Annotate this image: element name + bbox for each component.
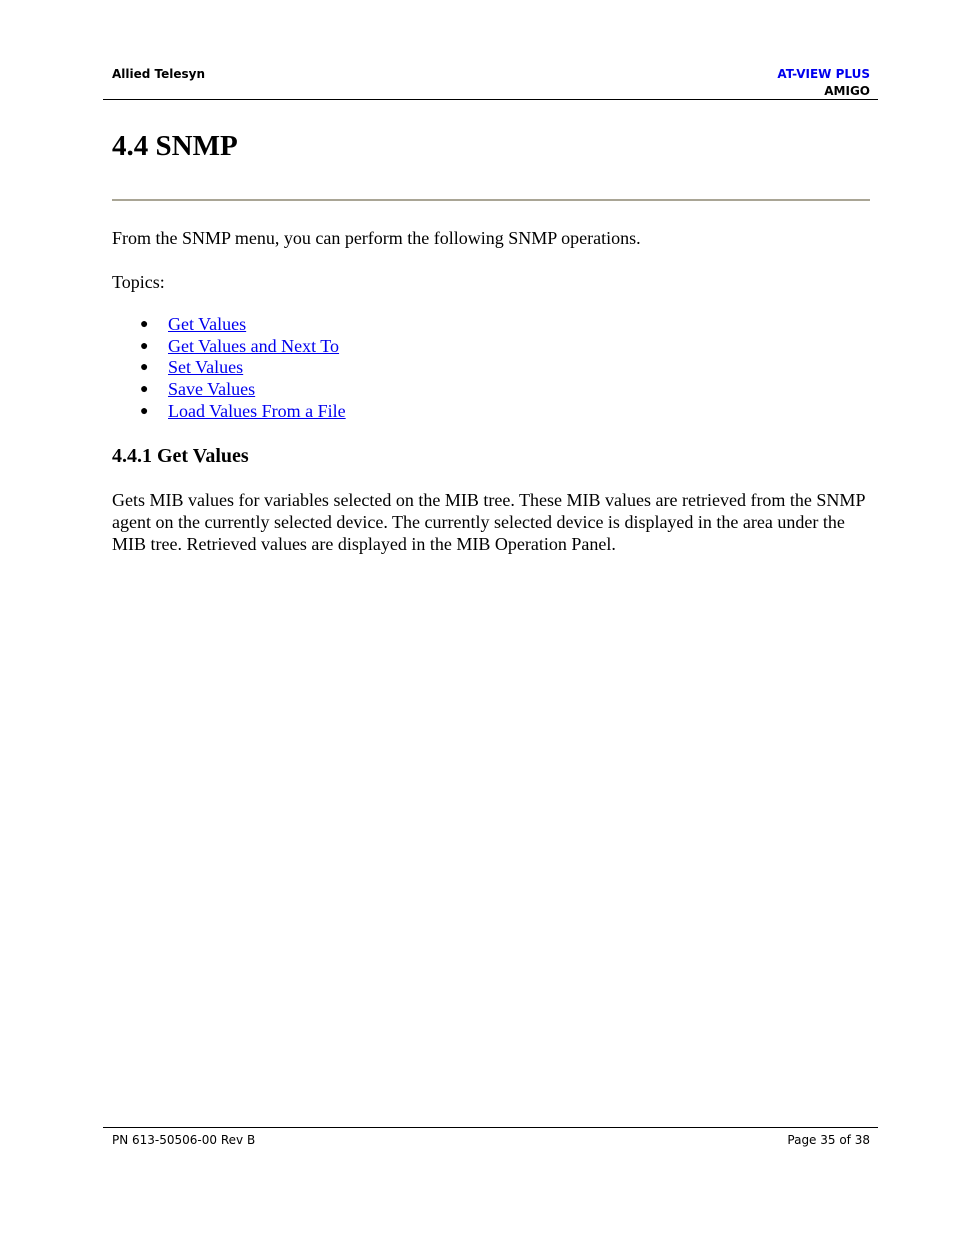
company-name: Allied Telesyn [112, 67, 206, 81]
product-name: AT-VIEW PLUS [777, 67, 870, 81]
bullet-icon: ● [140, 360, 149, 376]
topic-link-get-values[interactable]: Get Values [168, 314, 247, 334]
part-number: PN 613-50506-00 Rev B [112, 1133, 256, 1147]
bullet-icon: ● [140, 382, 149, 398]
footer-divider [103, 1127, 878, 1128]
section-title: 4.4.1 Get Values [112, 445, 249, 467]
list-item [112, 379, 346, 401]
header-divider [103, 99, 878, 100]
topic-link-get-values-next[interactable]: Get Values and Next To [168, 335, 340, 356]
bullet-icon: ● [140, 403, 149, 419]
list-item [112, 314, 346, 336]
topic-link-save-values[interactable]: Save Values [168, 379, 256, 400]
topic-list [112, 314, 346, 423]
list-item [112, 336, 346, 358]
section-body: Gets MIB values for variables selected on the MIB tree. These MIB values are retrieved from the SNMP agent on the currently selected device. The currently selected device is displayed in the area under the MIB tree. Retrieved values are displayed in the MIB Operation Panel. [112, 490, 865, 554]
bullet-icon: ● [140, 338, 149, 354]
list-item [112, 401, 346, 423]
topics-label: Topics: [112, 272, 165, 292]
page-title: 4.4 SNMP [112, 130, 238, 162]
topic-link-load-values[interactable]: Load Values From a File [168, 400, 346, 421]
intro-paragraph: From the SNMP menu, you can perform the following SNMP operations. [112, 228, 641, 248]
topic-link-set-values[interactable]: Set Values [168, 357, 244, 378]
subproduct-name: AMIGO [824, 84, 870, 98]
page-number: Page 35 of 38 [787, 1133, 870, 1147]
product-block [777, 66, 870, 100]
list-item [112, 357, 346, 379]
bullet-icon: ● [140, 317, 149, 332]
title-divider [112, 199, 870, 201]
